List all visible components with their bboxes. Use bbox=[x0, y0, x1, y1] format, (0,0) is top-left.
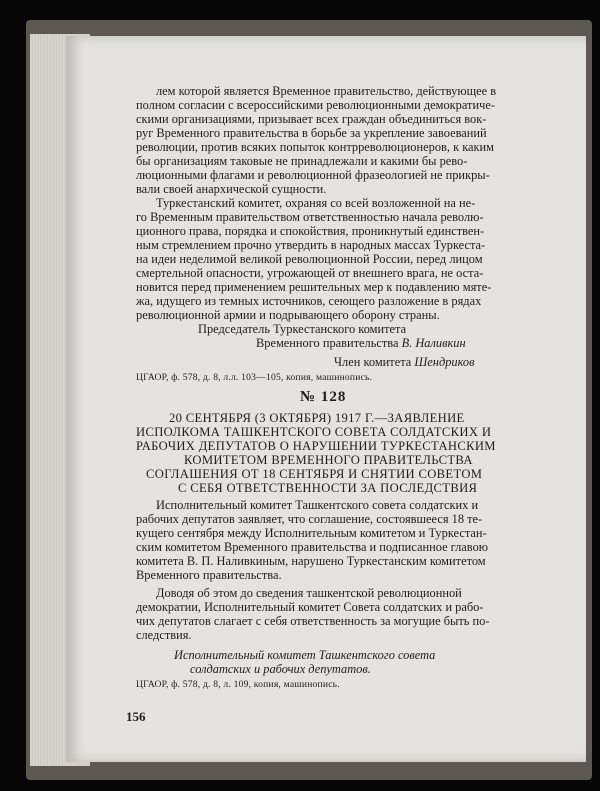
doc1-signature-name: В. Наливкин bbox=[401, 336, 466, 350]
doc1-line: скими организациями, призывает всех граждан объединиться вок- bbox=[136, 112, 487, 126]
doc1-line: жа, идущего из темных источников, сеющего разложение в рядах bbox=[136, 294, 482, 308]
doc2-heading-line: КОМИТЕТОМ ВРЕМЕННОГО ПРАВИТЕЛЬСТВА bbox=[184, 453, 473, 467]
doc2-signature-line: солдатских и рабочих депутатов. bbox=[190, 662, 371, 676]
doc1-line: смертельной опасности, угрожающей от внешнего врага, не оста- bbox=[136, 266, 484, 280]
doc2-archive-source: ЦГАОР, ф. 578, д. 8, л. 109, копия, машинопись. bbox=[136, 679, 340, 690]
doc2-paragraph-line: комитета В. П. Наливкиным, нарушено Туркестанским комитетом bbox=[136, 554, 486, 568]
doc2-heading-line: С СЕБЯ ОТВЕТСТВЕННОСТИ ЗА ПОСЛЕДСТВИЯ bbox=[178, 481, 478, 495]
doc2-number: № 128 bbox=[300, 389, 347, 405]
doc1-line: вали своей анархической сущности. bbox=[136, 182, 327, 196]
doc2-heading-line: ИСПОЛКОМА ТАШКЕНТСКОГО СОВЕТА СОЛДАТСКИХ И bbox=[136, 425, 492, 439]
page-number: 156 bbox=[126, 709, 146, 724]
doc1-line: бы организациям таковые не принадлежали и какими бы рево- bbox=[136, 154, 468, 168]
doc1-signature-org: Временного правительства bbox=[256, 336, 399, 350]
doc2-paragraph-line: Исполнительный комитет Ташкентского совета солдатских и bbox=[156, 498, 479, 512]
doc1-line: руг Временного правительства в борьбе за укрепление завоеваний bbox=[136, 126, 487, 140]
doc1-member-title: Член комитета bbox=[334, 355, 412, 369]
doc2-heading-line: СОГЛАШЕНИЯ ОТ 18 СЕНТЯБРЯ И СНЯТИИ СОВЕТОМ bbox=[146, 467, 483, 481]
doc1-line: новится перед применением решительных мер к подавлению мяте- bbox=[136, 280, 492, 294]
doc1-line: ционного права, порядка и спокойствия, проникнутый единствен- bbox=[136, 224, 485, 238]
page-text bbox=[66, 36, 586, 762]
doc2-heading-line: РАБОЧИХ ДЕПУТАТОВ О НАРУШЕНИИ ТУРКЕСТАНСКИМ bbox=[136, 439, 496, 453]
doc1-archive-source: ЦГАОР, ф. 578, д. 8, л.л. 103—105, копия, машинопись. bbox=[136, 372, 373, 383]
doc1-member-name: Шендриков bbox=[414, 355, 475, 369]
doc1-member-line bbox=[334, 355, 475, 369]
doc2-paragraph-line: кущего сентября между Исполнительным комитетом и Туркестан- bbox=[136, 526, 487, 540]
doc1-line: Туркестанский комитет, охраняя со всей возложенной на не- bbox=[156, 196, 476, 210]
doc2-paragraph-line: Доводя об этом до сведения ташкентской революционной bbox=[156, 586, 462, 600]
doc2-paragraph-line: демократии, Исполнительный комитет Совета солдатских и рабо- bbox=[136, 600, 484, 614]
doc1-line: революционной армии и подрывающего оборону страны. bbox=[136, 308, 440, 322]
doc1-line: революции, против всяких попыток контрреволюционеров, к каким bbox=[136, 140, 495, 154]
doc1-line: на идеи неделимой великой революционной России, перед лицом bbox=[136, 252, 483, 266]
doc2-paragraph-line: чих депутатов слагает с себя ответственность за могущие быть по- bbox=[136, 614, 490, 628]
doc2-paragraph-line: следствия. bbox=[136, 628, 192, 642]
doc2-paragraph-line: ским комитетом Временного правительства и подписанное главою bbox=[136, 540, 489, 554]
doc1-line: ным стремлением прочно утвердить в народных массах Туркеста- bbox=[136, 238, 486, 252]
book-page bbox=[66, 36, 586, 762]
doc1-line: полном согласии с всероссийскими революционными демократиче- bbox=[136, 98, 495, 112]
doc2-heading-line: 20 СЕНТЯБРЯ (3 ОКТЯБРЯ) 1917 Г.—ЗАЯВЛЕНИЕ bbox=[169, 411, 465, 425]
doc2-paragraph-line: Временного правительства. bbox=[136, 568, 282, 582]
doc1-line: го Временным правительством ответственностью начала револю- bbox=[136, 210, 484, 224]
doc1-line: люционными флагами и революционной фразеологией не прикры- bbox=[136, 168, 490, 182]
doc1-signature-line bbox=[256, 336, 466, 350]
doc2-paragraph-line: рабочих депутатов заявляет, что соглашение, состоявшееся 18 те- bbox=[136, 512, 483, 526]
doc1-line: лем которой является Временное правительство, действующее в bbox=[156, 84, 497, 98]
doc2-signature-line: Исполнительный комитет Ташкентского совета bbox=[174, 648, 436, 662]
doc1-signature-title: Председатель Туркестанского комитета bbox=[198, 322, 407, 336]
